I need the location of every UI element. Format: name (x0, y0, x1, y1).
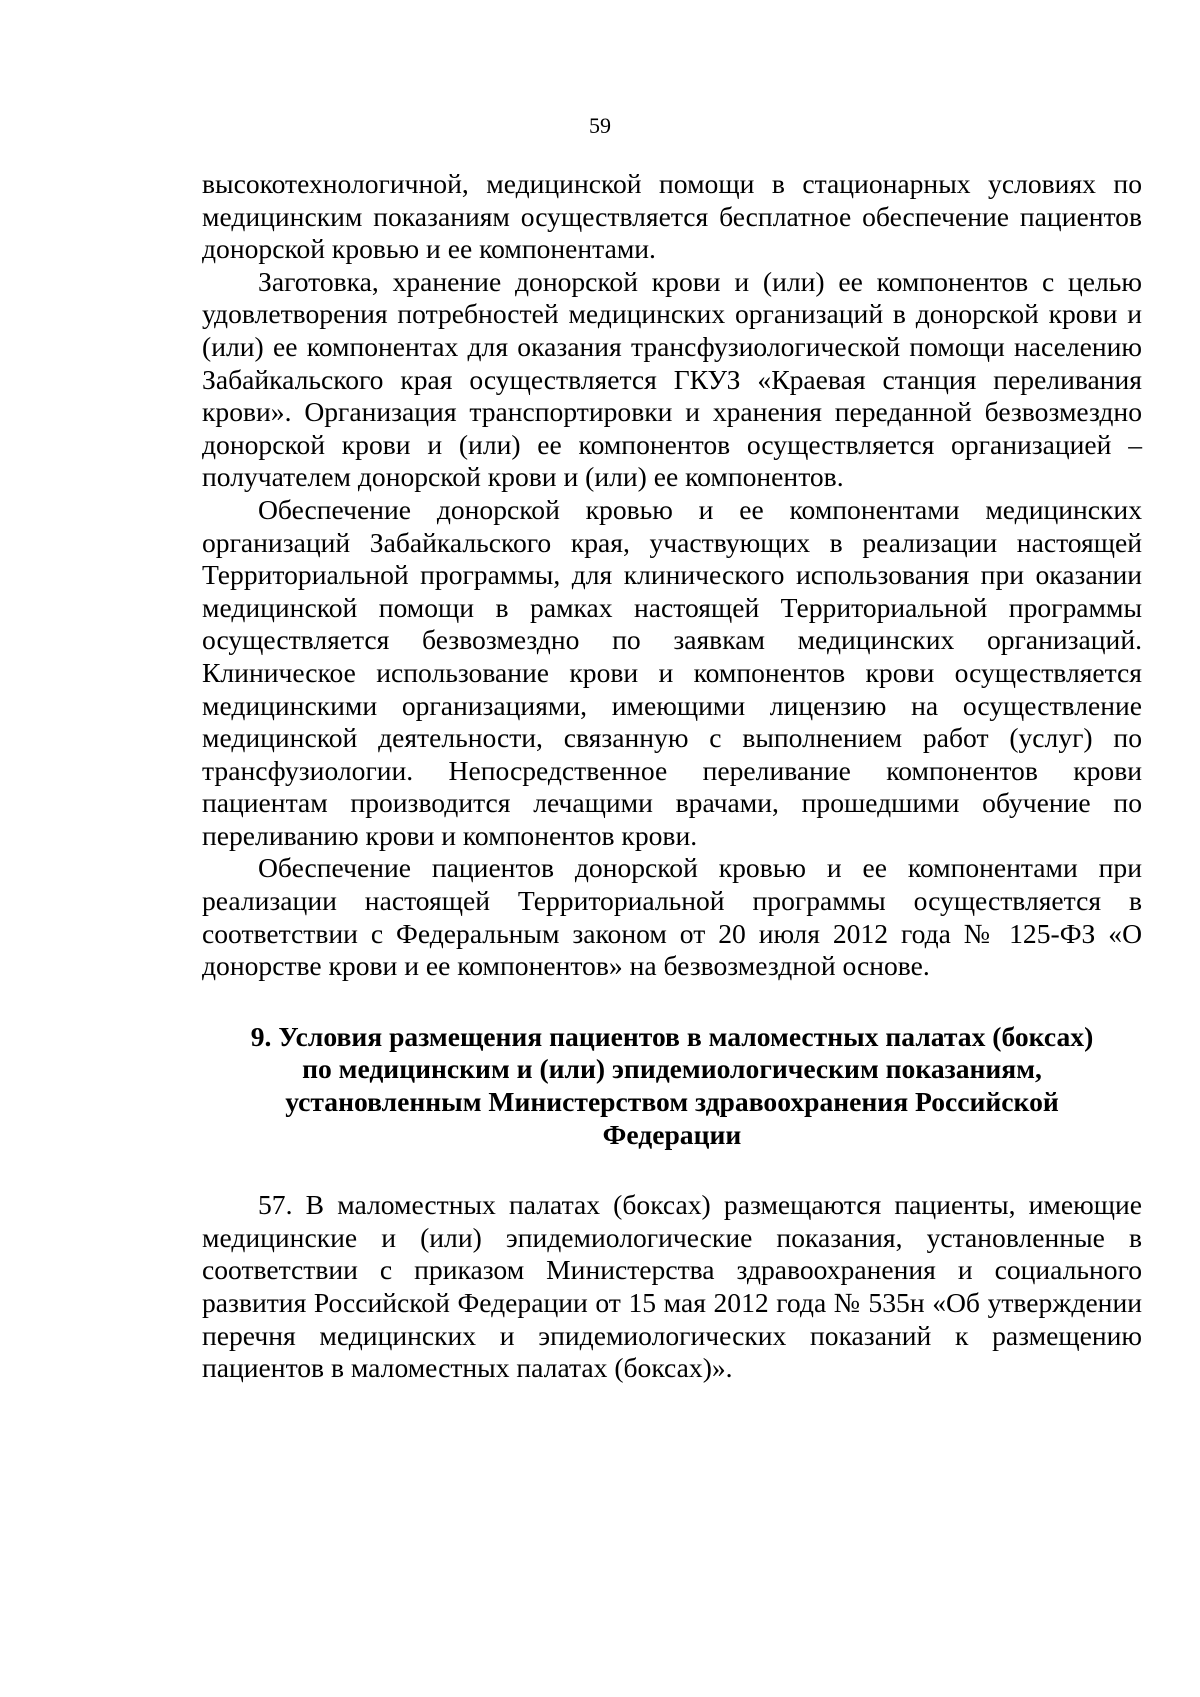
paragraph-blood-provision-law: Обеспечение пациентов донорской кровью и ее компонентами при реализации настоящей Территориальной программы осуществляется в соответствии с Федеральным законом от 20 июля 2012 года № 125-ФЗ «О донорстве крови и ее компонентов» на безвозмездной основе. (202, 852, 1142, 982)
paragraph-blood-supply: Обеспечение донорской кровью и ее компонентами медицинских организаций Забайкальского края, участвующих в реализации настоящей Территориальной программы, для клинического использования при оказании медицинской помощи в рамках настоящей Территориальной программы осуществляется безвозмездно по заявкам медицинских организаций. Клиническое использование крови и компонентов крови осуществляется медицинскими организациями, имеющими лицензию на осуществление медицинской деятельности, связанную с выполнением работ (услуг) по трансфузиологии. Непосредственное переливание компонентов крови пациентам производится лечащими врачами, прошедшими обучение по переливанию крови и компонентов крови. (202, 493, 1142, 851)
page-number: 59 (589, 113, 611, 138)
paragraph-57: 57. В маломестных палатах (боксах) размещаются пациенты, имеющие медицинские и (или) эпидемиологические показания, установленные в соответствии с приказом Министерства здравоохранения и социального развития Российской Федерации от 15 мая 2012 года № 535н «Об утверждении перечня медицинских и эпидемиологических показаний к размещению пациентов в маломестных палатах (боксах)». (202, 1189, 1142, 1384)
document-body (202, 168, 1142, 1385)
section-heading: 9. Условия размещения пациентов в маломестных палатах (боксах) по медицинским и (или) эпидемиологическим показаниям, установленным Министерством здравоохранения Российской Федерации (250, 1020, 1094, 1150)
paragraph-continuation: высокотехнологичной, медицинской помощи в стационарных условиях по медицинским показаниям осуществляется бесплатное обеспечение пациентов донорской кровью и ее компонентами. (202, 168, 1142, 265)
paragraph-blood-procurement: Заготовка, хранение донорской крови и (или) ее компонентов с целью удовлетворения потребностей медицинских организаций в донорской крови и (или) ее компонентах для оказания трансфузиологической помощи населению Забайкальского края осуществляется ГКУЗ «Краевая станция переливания крови». Организация транспортировки и хранения переданной безвозмездно донорской крови и (или) ее компонентов осуществляется организацией – получателем донорской крови и (или) ее компонентов. (202, 265, 1142, 493)
